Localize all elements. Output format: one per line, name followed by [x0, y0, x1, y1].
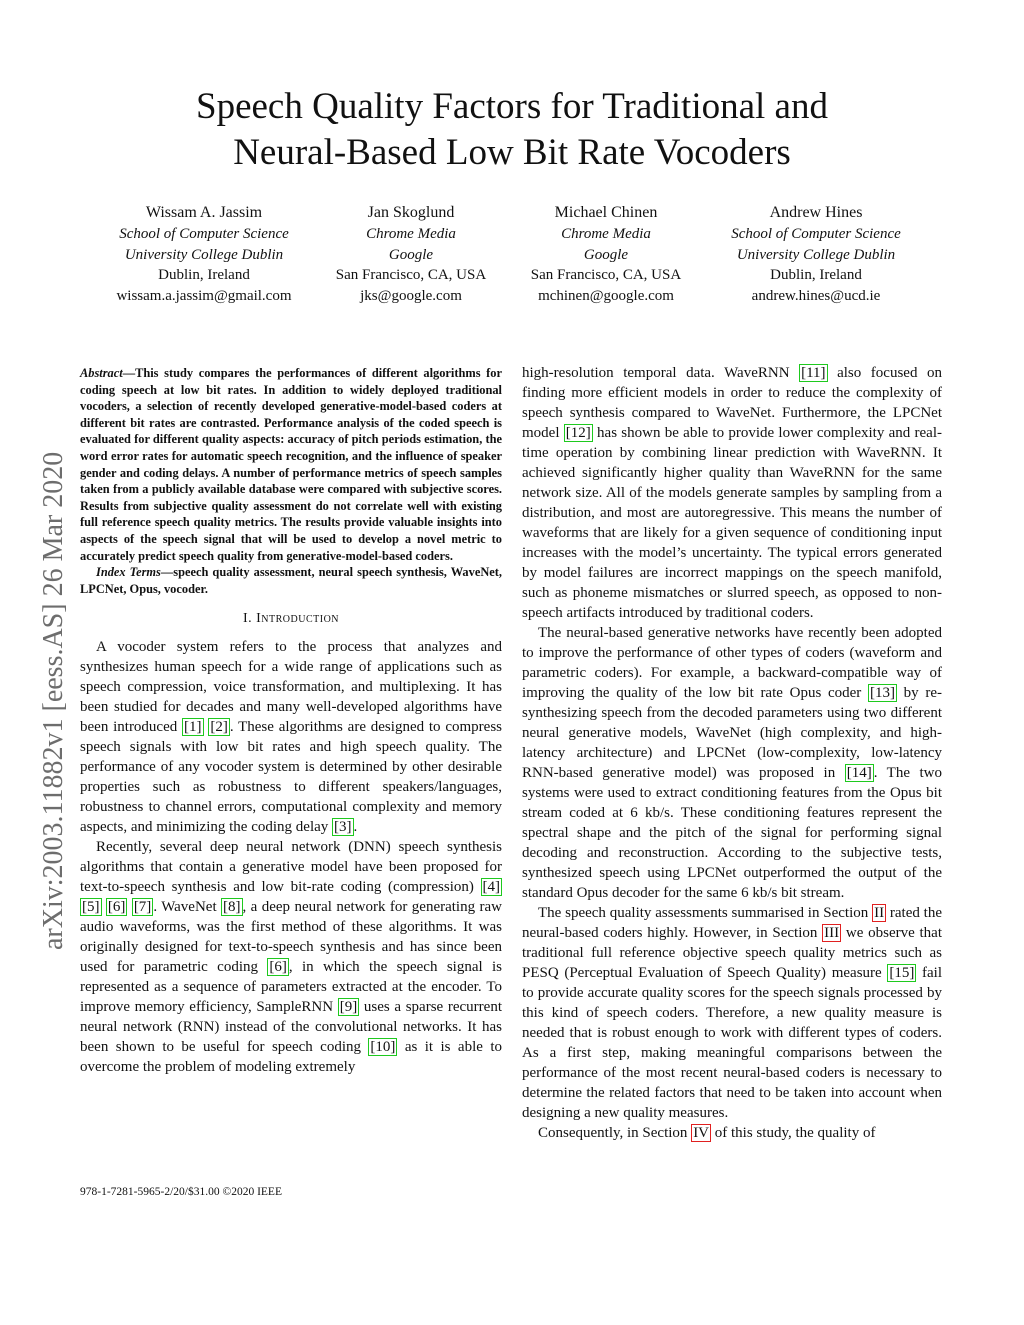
- author-name: Wissam A. Jassim: [145, 204, 263, 221]
- paper-title: [0, 84, 1024, 176]
- text-run: The neural-based generative networks have recently been adopted to improve the performance of other types of coders (waveform and parametric coders). For example, a backward-compatible way of improving the quality of the low bit rate Opus coder: [522, 625, 942, 701]
- author-location: San Francisco, CA, USA: [335, 267, 487, 283]
- author-name: Michael Chinen: [554, 204, 658, 221]
- author-institution: Google: [583, 246, 629, 263]
- author-location: San Francisco, CA, USA: [530, 267, 682, 283]
- title-line-2: Neural-Based Low Bit Rate Vocoders: [233, 132, 791, 173]
- citation-link[interactable]: [11]: [801, 365, 826, 381]
- text-run: of this study, the quality of: [711, 1125, 876, 1141]
- author-institution: Google: [388, 246, 434, 263]
- text-run: , in which the speech signal is represented as a sequence of parameters extracted at the encoder. To improve memory efficiency, SampleRNN: [80, 959, 502, 1016]
- section-number: I.: [242, 611, 253, 627]
- section-heading-introduction: [80, 609, 502, 629]
- author-email[interactable]: mchinen@google.com: [538, 287, 674, 304]
- author-affiliation: School of Computer Science: [119, 226, 289, 242]
- citation-link[interactable]: [5]: [82, 899, 100, 916]
- citation-link[interactable]: [1]: [184, 719, 202, 736]
- abstract-text: —This study compares the performances of different algorithms for coding speech at low bit rates. In addition to widely deployed traditional vocoders, a selection of recently developed generative-model-based coders at different bit rates are contrasted. Performance analysis of the coded speech is evaluated for different quality aspects: accuracy of pitch periods estimation, the word error rates for automatic speech recognition, and the influence of speaker gender and coding delays. A number of performance metrics of speech samples taken from a publicly available database were compared with subjective scores. Results from subjective quality assessment do not correlate well with existing full reference speech quality metrics. The results provide valuable insights into aspects of the speech signal that will be used to develop a novel metric to accurately predict speech quality from generative-model-based coders.: [80, 366, 502, 563]
- author-affiliation: Chrome Media: [366, 226, 456, 242]
- author-email[interactable]: andrew.hines@ucd.ie: [751, 287, 881, 304]
- text-run: as it is able to overcome the problem of modeling extremely: [80, 1039, 502, 1076]
- text-run: . The two systems were used to extract conditioning features from the Opus bit stream coded at 6 kb/s. These conditioning features represent the spectral shape and the pitch of the signal for performing signal decoding and reconstruction. According to the subjective tests, synthesized speech using LPCNet outperformed the output of the standard Opus decoder for the same 6 kb/s bit stream.: [522, 765, 942, 901]
- citation-link[interactable]: [15]: [889, 965, 915, 981]
- paragraph: [80, 637, 502, 837]
- author-location: Dublin, Ireland: [770, 267, 862, 283]
- section-ref-link[interactable]: II: [874, 905, 885, 921]
- author-name: Andrew Hines: [769, 204, 863, 221]
- text-run: by re-synthesizing speech from the decoded parameters using two different neural generative models, WaveNet (high complexity, and high-latency architecture) and LPCNet (low-complexity, low-latency RNN-based generative model) was proposed in: [522, 685, 942, 781]
- author-affiliation: Chrome Media: [561, 226, 651, 242]
- text-run: fail to provide accurate quality scores for the speech signals processed by this kind of speech coders. Therefore, a new quality measure is needed that is robust enough to work with different types of coders. As a first step, making meaningful comparisons between the performance of the most recent neural-based coders is necessary to determine the related factors that need to be taken into account when designing a new quality measures.: [522, 965, 942, 1121]
- right-column: [522, 363, 942, 1143]
- citation-link[interactable]: [10]: [370, 1039, 396, 1056]
- citation-link[interactable]: [14]: [846, 765, 872, 781]
- text-run: .: [353, 819, 358, 836]
- text-run: , a deep neural network for generating raw audio waveforms, was the first method of these algorithms. It was originally designed for text-to-speech synthesis and has since been used for parametric coding: [80, 899, 502, 976]
- text-run: rated the neural-based coders highly. However, in Section: [522, 905, 942, 941]
- text-run: The speech quality assessments summarised in Section: [538, 905, 873, 921]
- author-email[interactable]: wissam.a.jassim@gmail.com: [116, 287, 292, 304]
- abstract: [80, 365, 502, 564]
- citation-link[interactable]: [4]: [482, 879, 500, 896]
- author-affiliation: School of Computer Science: [731, 226, 901, 242]
- author-institution: University College Dublin: [736, 246, 896, 263]
- abstract-label: Abstract: [80, 366, 123, 380]
- title-line-1: Speech Quality Factors for Traditional and: [196, 86, 828, 127]
- citation-link[interactable]: [13]: [869, 685, 895, 701]
- citation-link[interactable]: [2]: [210, 719, 228, 736]
- index-terms-label: Index Terms: [96, 565, 161, 580]
- text-run: Recently, several deep neural network (DNN) speech synthesis algorithms that contain a generative model have been proposed for text-to-speech synthesis and low bit-rate coding (compression): [80, 839, 502, 896]
- author-email[interactable]: jks@google.com: [360, 287, 462, 304]
- arxiv-identifier: arXiv:2003.11882v1 [eess.AS] 26 Mar 2020: [38, 451, 69, 950]
- index-terms: [80, 564, 502, 597]
- text-run: has shown be able to provide lower complexity and real-time operation by combining linear prediction with WaveRNN. It achieved significantly higher quality than WaveRNN for the same network size. All of the models generate samples by sampling from a distribution, and most are autoregressive. This means the number of waveforms that are likely for a given sequence of conditioning input increases with the model’s uncertainty. The typical errors generated by model failures are incorrect mappings on the speech manifold, such as phoneme mismatches or slurred speech, as opposed to non-speech artifacts introduced by traditional coders.: [522, 425, 942, 621]
- index-terms-text: —speech quality assessment, neural speech synthesis, WaveNet, LPCNet, Opus, vocoder.: [80, 565, 502, 596]
- section-title: Introduction: [256, 611, 340, 627]
- paragraph: [522, 1123, 942, 1143]
- section-ref-link[interactable]: IV: [693, 1125, 710, 1141]
- citation-link[interactable]: [3]: [334, 819, 352, 836]
- text-run: A vocoder system refers to the process that analyzes and synthesizes human speech for a wide range of applications such as speech compression, voice transformation, and multiplexing. It has been studied for decades and many well-developed algorithms have been introduced: [80, 639, 502, 736]
- author-block-4: [701, 202, 931, 306]
- copyright-footer: 978-1-7281-5965-2/20/$31.00 ©2020 IEEE: [80, 1186, 282, 1198]
- citation-link[interactable]: [6]: [269, 959, 287, 976]
- paragraph: [522, 903, 942, 1123]
- text-run: high-resolution temporal data. WaveRNN: [522, 365, 800, 381]
- left-column: [80, 365, 502, 1077]
- citation-link[interactable]: [12]: [565, 425, 591, 441]
- citation-link[interactable]: [8]: [223, 899, 241, 916]
- text-run: also focused on finding more efficient models in order to reduce the complexity of speech synthesis compared to WaveNet. Furthermore, the LPCNet model: [522, 365, 943, 441]
- text-run: Consequently, in Section: [538, 1125, 692, 1141]
- author-name: Jan Skoglund: [367, 204, 455, 221]
- text-run: . WaveNet: [153, 899, 222, 916]
- author-block-1: [89, 202, 319, 306]
- paragraph: [522, 623, 942, 903]
- author-institution: University College Dublin: [124, 246, 284, 263]
- text-run: we observe that traditional full reference objective speech quality metrics such as PESQ (Perceptual Evaluation of Speech Quality) measure: [522, 925, 943, 981]
- text-run: . These algorithms are designed to compress speech signals with low bit rates and high speech quality. The performance of any vocoder system is determined by other desirable properties such as robustness to different speakers/languages, robustness to channel errors, computational complexity and memory aspects, and minimizing the coding delay: [80, 719, 502, 836]
- section-ref-link[interactable]: III: [824, 925, 840, 941]
- citation-link[interactable]: [7]: [133, 899, 152, 916]
- author-location: Dublin, Ireland: [158, 267, 250, 283]
- text-run: uses a sparse recurrent neural network (RNN) instead of the convolutional networks. It has been shown to be useful for speech coding: [80, 999, 502, 1056]
- paragraph: [80, 837, 502, 1077]
- paragraph: [522, 363, 942, 623]
- citation-link[interactable]: [9]: [339, 999, 358, 1016]
- citation-link[interactable]: [6]: [107, 899, 126, 916]
- author-block-3: [491, 202, 721, 306]
